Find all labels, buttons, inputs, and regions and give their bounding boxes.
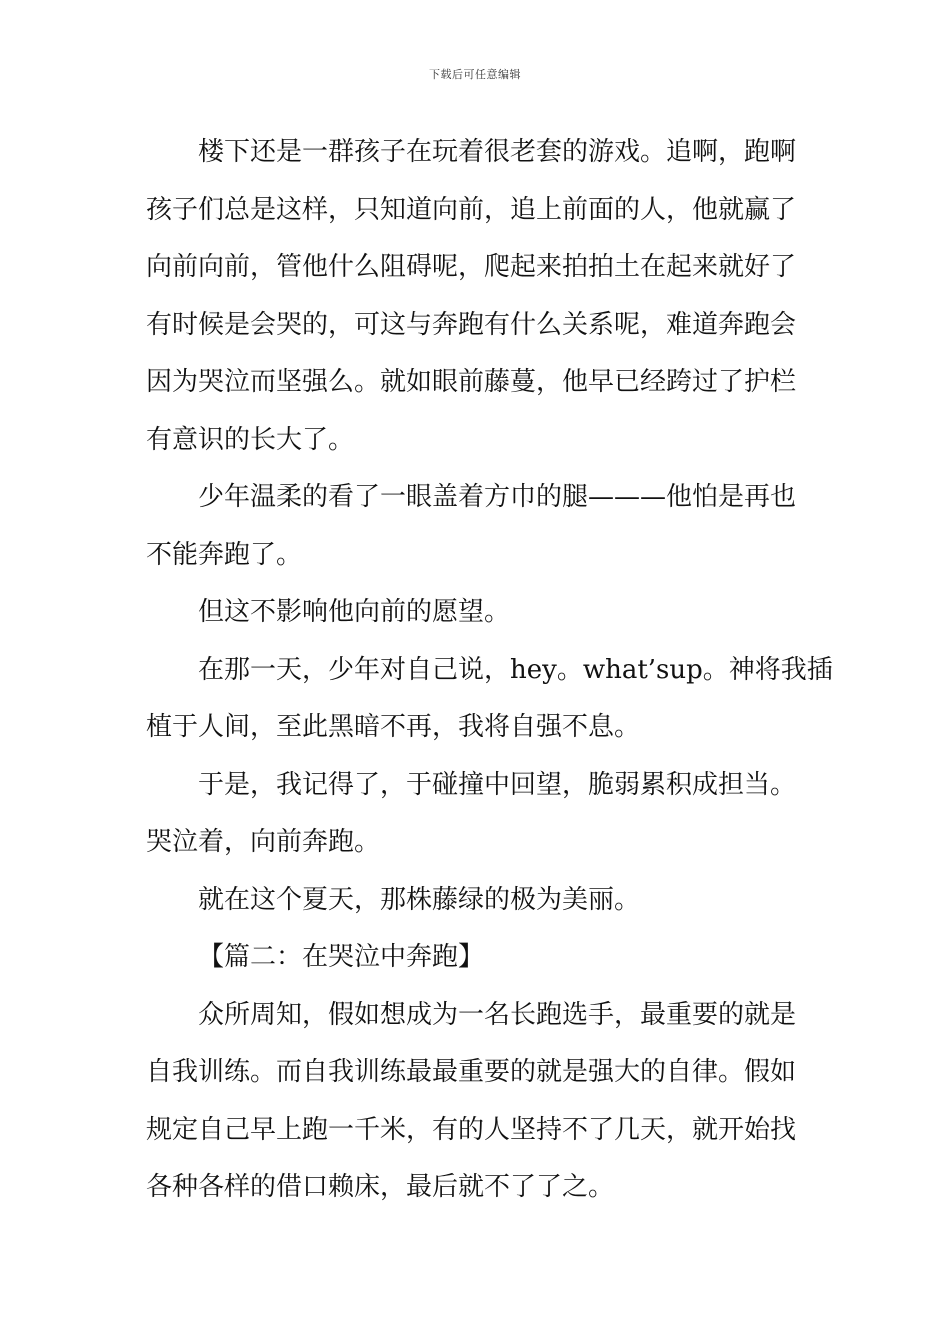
- text-line: 于是，我记得了，于碰撞中回望，脆弱累积成担当。: [198, 769, 797, 800]
- text-line: 因为哭泣而坚强么。就如眼前藤蔓，他早已经跨过了护栏: [146, 367, 797, 397]
- text-line: 不能奔跑了。: [146, 539, 303, 570]
- document-body: [146, 124, 833, 1217]
- text-line: 有时候是会哭的，可这与奔跑有什么关系呢，难道奔跑会: [146, 309, 797, 340]
- text-line: 少年温柔的看了一眼盖着方巾的腿———他怕是再也: [198, 482, 797, 512]
- text-line: 楼下还是一群孩子在玩着很老套的游戏。追啊，跑啊: [198, 137, 797, 167]
- text-line: 有意识的长大了。: [146, 424, 355, 455]
- text-line: 各种各样的借口赖床，最后就不了了之。: [146, 1172, 615, 1202]
- page-header: 下载后可任意编辑: [429, 68, 521, 81]
- text-line: 但这不影响他向前的愿望。: [198, 597, 511, 627]
- text-line: 规定自己早上跑一千米，有的人坚持不了几天，就开始找: [146, 1114, 797, 1145]
- text-line: 向前向前，管他什么阻碍呢，爬起来拍拍土在起来就好了: [146, 252, 797, 282]
- text-line: 植于人间，至此黑暗不再，我将自强不息。: [146, 712, 641, 742]
- text-line: 自我训练。而自我训练最最重要的就是强大的自律。假如: [146, 1057, 797, 1087]
- text-line: 就在这个夏天，那株藤绿的极为美丽。: [198, 884, 641, 915]
- text-line: 孩子们总是这样，只知道向前，追上前面的人，他就赢了: [146, 194, 797, 225]
- text-line: 众所周知，假如想成为一名长跑选手，最重要的就是: [198, 999, 797, 1030]
- section-heading: 【篇二：在哭泣中奔跑】: [198, 942, 485, 972]
- text-line: 哭泣着，向前奔跑。: [146, 827, 381, 857]
- text-line: 在那一天，少年对自己说，hey。what’sup。神将我插: [198, 654, 833, 685]
